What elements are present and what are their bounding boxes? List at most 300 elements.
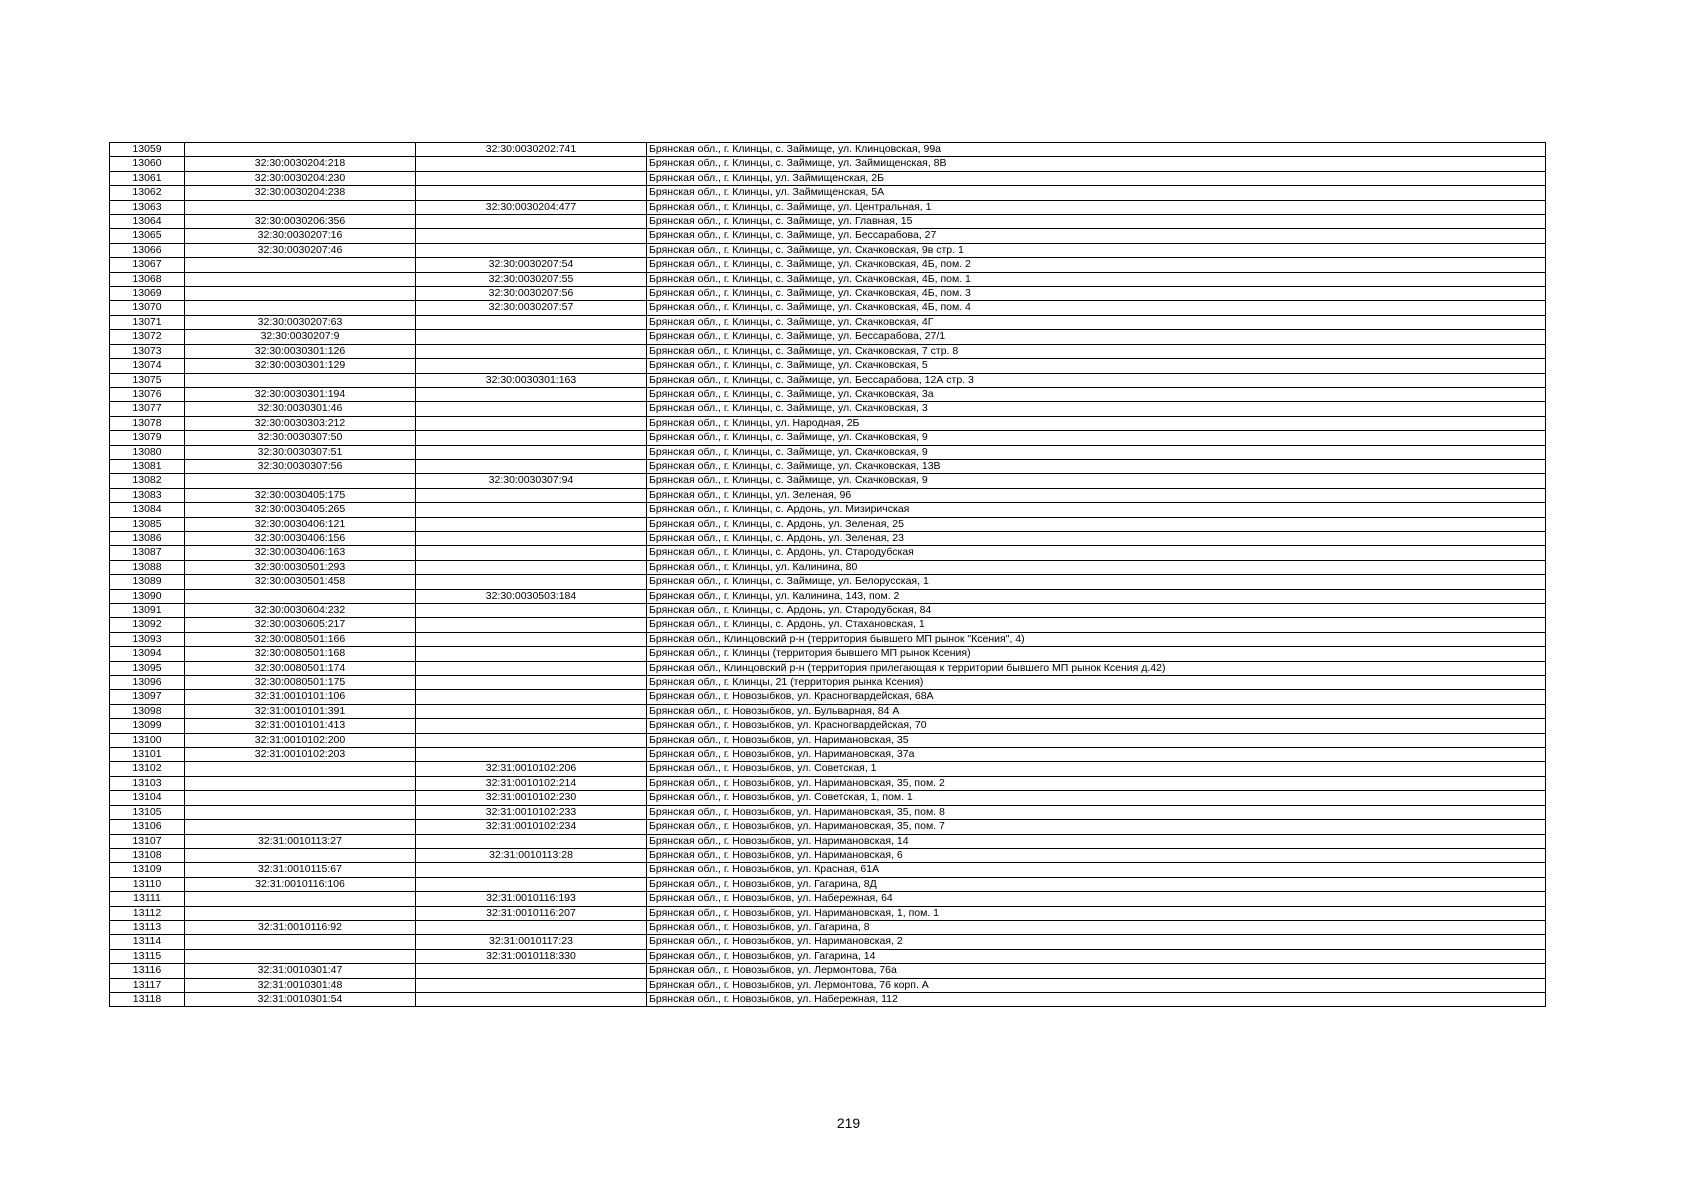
row-number-cell: 13105 xyxy=(110,805,185,819)
row-number-cell: 13100 xyxy=(110,733,185,747)
table-row xyxy=(110,474,1546,488)
table-row xyxy=(110,863,1546,877)
premises-cadastral-cell: 32:30:0030202:741 xyxy=(416,143,647,157)
table-row xyxy=(110,589,1546,603)
premises-cadastral-cell xyxy=(416,215,647,229)
premises-cadastral-cell xyxy=(416,575,647,589)
address-cell: Брянская обл., г. Клинцы, с. Ардонь, ул. Стахановская, 1 xyxy=(647,618,1546,632)
premises-cadastral-cell xyxy=(416,604,647,618)
row-number-cell: 13113 xyxy=(110,920,185,934)
address-cell: Брянская обл., г. Новозыбков, ул. Красная, 61А xyxy=(647,863,1546,877)
premises-cadastral-cell: 32:31:0010102:230 xyxy=(416,791,647,805)
table-row xyxy=(110,604,1546,618)
address-cell: Брянская обл., г. Клинцы, с. Ардонь, ул. Зеленая, 25 xyxy=(647,517,1546,531)
row-number-cell: 13108 xyxy=(110,848,185,862)
land-cadastral-cell: 32:31:0010115:67 xyxy=(185,863,416,877)
address-cell: Брянская обл., г. Клинцы, с. Займище, ул. Главная, 15 xyxy=(647,215,1546,229)
land-cadastral-cell xyxy=(185,906,416,920)
row-number-cell: 13091 xyxy=(110,604,185,618)
premises-cadastral-cell xyxy=(416,488,647,502)
table-row xyxy=(110,964,1546,978)
address-cell: Брянская обл., г. Клинцы, с. Займище, ул. Бессарабова, 12А стр. 3 xyxy=(647,373,1546,387)
row-number-cell: 13118 xyxy=(110,992,185,1006)
table-row xyxy=(110,791,1546,805)
row-number-cell: 13059 xyxy=(110,143,185,157)
row-number-cell: 13110 xyxy=(110,877,185,891)
address-cell: Брянская обл., г. Клинцы, ул. Зеленая, 96 xyxy=(647,488,1546,502)
premises-cadastral-cell xyxy=(416,661,647,675)
land-cadastral-cell: 32:31:0010102:203 xyxy=(185,748,416,762)
premises-cadastral-cell xyxy=(416,445,647,459)
table-row xyxy=(110,272,1546,286)
land-cadastral-cell xyxy=(185,474,416,488)
address-cell: Брянская обл., г. Клинцы, с. Ардонь, ул. Стародубская xyxy=(647,546,1546,560)
land-cadastral-cell: 32:30:0080501:174 xyxy=(185,661,416,675)
land-cadastral-cell: 32:30:0030301:194 xyxy=(185,387,416,401)
land-cadastral-cell xyxy=(185,892,416,906)
table-row xyxy=(110,315,1546,329)
premises-cadastral-cell xyxy=(416,920,647,934)
premises-cadastral-cell: 32:31:0010102:233 xyxy=(416,805,647,819)
land-cadastral-cell: 32:30:0030307:51 xyxy=(185,445,416,459)
address-cell: Брянская обл., г. Клинцы, с. Займище, ул. Скачковская, 4Б, пом. 4 xyxy=(647,301,1546,315)
premises-cadastral-cell: 32:31:0010102:206 xyxy=(416,762,647,776)
address-cell: Брянская обл., г. Клинцы, с. Займище, ул. Скачковская, 9 xyxy=(647,474,1546,488)
row-number-cell: 13103 xyxy=(110,776,185,790)
premises-cadastral-cell xyxy=(416,531,647,545)
table-row xyxy=(110,906,1546,920)
table-row xyxy=(110,762,1546,776)
land-cadastral-cell: 32:30:0030605:217 xyxy=(185,618,416,632)
table-row xyxy=(110,517,1546,531)
table-row xyxy=(110,560,1546,574)
address-cell: Брянская обл., г. Клинцы, с. Займище, ул. Скачковская, 9 xyxy=(647,445,1546,459)
premises-cadastral-cell xyxy=(416,186,647,200)
table-row xyxy=(110,632,1546,646)
premises-cadastral-cell xyxy=(416,330,647,344)
table-row xyxy=(110,373,1546,387)
premises-cadastral-cell xyxy=(416,517,647,531)
address-cell: Брянская обл., г. Новозыбков, ул. Наримановская, 35, пом. 2 xyxy=(647,776,1546,790)
land-cadastral-cell: 32:31:0010116:106 xyxy=(185,877,416,891)
address-cell: Брянская обл., г. Новозыбков, ул. Советская, 1, пом. 1 xyxy=(647,791,1546,805)
land-cadastral-cell: 32:31:0010301:48 xyxy=(185,978,416,992)
premises-cadastral-cell xyxy=(416,834,647,848)
table-row xyxy=(110,243,1546,257)
land-cadastral-cell xyxy=(185,287,416,301)
address-cell: Брянская обл., г. Новозыбков, ул. Наримановская, 35, пом. 8 xyxy=(647,805,1546,819)
premises-cadastral-cell xyxy=(416,863,647,877)
address-cell: Брянская обл., г. Новозыбков, ул. Лермонтова, 76а xyxy=(647,964,1546,978)
address-cell: Брянская обл., г. Клинцы, с. Ардонь, ул. Стародубская, 84 xyxy=(647,604,1546,618)
row-number-cell: 13076 xyxy=(110,387,185,401)
land-cadastral-cell: 32:30:0030406:163 xyxy=(185,546,416,560)
land-cadastral-cell: 32:30:0030301:126 xyxy=(185,344,416,358)
row-number-cell: 13114 xyxy=(110,935,185,949)
premises-cadastral-cell xyxy=(416,719,647,733)
address-cell: Брянская обл., г. Новозыбков, ул. Лермонтова, 76 корп. А xyxy=(647,978,1546,992)
premises-cadastral-cell: 32:31:0010117:23 xyxy=(416,935,647,949)
table-row xyxy=(110,920,1546,934)
row-number-cell: 13069 xyxy=(110,287,185,301)
land-cadastral-cell: 32:30:0030207:63 xyxy=(185,315,416,329)
table-row xyxy=(110,748,1546,762)
land-cadastral-cell xyxy=(185,200,416,214)
address-cell: Брянская обл., г. Клинцы, с. Займище, ул. Бессарабова, 27 xyxy=(647,229,1546,243)
land-cadastral-cell: 32:30:0030206:356 xyxy=(185,215,416,229)
table-row xyxy=(110,287,1546,301)
row-number-cell: 13104 xyxy=(110,791,185,805)
row-number-cell: 13060 xyxy=(110,157,185,171)
address-cell: Брянская обл., г. Клинцы, с. Займище, ул. Скачковская, 7 стр. 8 xyxy=(647,344,1546,358)
land-cadastral-cell: 32:30:0030501:293 xyxy=(185,560,416,574)
row-number-cell: 13117 xyxy=(110,978,185,992)
land-cadastral-cell: 32:30:0080501:175 xyxy=(185,676,416,690)
table-row xyxy=(110,387,1546,401)
premises-cadastral-cell xyxy=(416,359,647,373)
table-row xyxy=(110,776,1546,790)
row-number-cell: 13096 xyxy=(110,676,185,690)
row-number-cell: 13097 xyxy=(110,690,185,704)
premises-cadastral-cell xyxy=(416,632,647,646)
row-number-cell: 13082 xyxy=(110,474,185,488)
row-number-cell: 13109 xyxy=(110,863,185,877)
address-cell: Брянская обл., г. Новозыбков, ул. Красногвардейская, 68А xyxy=(647,690,1546,704)
row-number-cell: 13066 xyxy=(110,243,185,257)
premises-cadastral-cell: 32:31:0010118:330 xyxy=(416,949,647,963)
table-row xyxy=(110,546,1546,560)
land-cadastral-cell: 32:31:0010301:54 xyxy=(185,992,416,1006)
land-cadastral-cell xyxy=(185,143,416,157)
premises-cadastral-cell xyxy=(416,402,647,416)
row-number-cell: 13107 xyxy=(110,834,185,848)
registry-table-body xyxy=(110,143,1546,1007)
address-cell: Брянская обл., г. Новозыбков, ул. Наримановская, 14 xyxy=(647,834,1546,848)
address-cell: Брянская обл., г. Новозыбков, ул. Наримановская, 35, пом. 7 xyxy=(647,820,1546,834)
land-cadastral-cell xyxy=(185,589,416,603)
land-cadastral-cell: 32:31:0010301:47 xyxy=(185,964,416,978)
premises-cadastral-cell xyxy=(416,431,647,445)
table-row xyxy=(110,848,1546,862)
land-cadastral-cell xyxy=(185,762,416,776)
address-cell: Брянская обл., г. Клинцы (территория бывшего МП рынок Ксения) xyxy=(647,647,1546,661)
row-number-cell: 13083 xyxy=(110,488,185,502)
premises-cadastral-cell: 32:30:0030204:477 xyxy=(416,200,647,214)
premises-cadastral-cell xyxy=(416,315,647,329)
table-row xyxy=(110,171,1546,185)
registry-table xyxy=(109,142,1546,1007)
land-cadastral-cell: 32:31:0010113:27 xyxy=(185,834,416,848)
table-row xyxy=(110,892,1546,906)
premises-cadastral-cell xyxy=(416,344,647,358)
address-cell: Брянская обл., г. Клинцы, с. Займище, ул. Скачковская, 4Б, пом. 3 xyxy=(647,287,1546,301)
land-cadastral-cell xyxy=(185,820,416,834)
row-number-cell: 13075 xyxy=(110,373,185,387)
table-row xyxy=(110,676,1546,690)
row-number-cell: 13111 xyxy=(110,892,185,906)
address-cell: Брянская обл., г. Клинцы, с. Займище, ул. Белорусская, 1 xyxy=(647,575,1546,589)
address-cell: Брянская обл., г. Новозыбков, ул. Гагарина, 8 xyxy=(647,920,1546,934)
land-cadastral-cell: 32:30:0030405:265 xyxy=(185,503,416,517)
row-number-cell: 13098 xyxy=(110,704,185,718)
row-number-cell: 13061 xyxy=(110,171,185,185)
address-cell: Брянская обл., г. Новозыбков, ул. Красногвардейская, 70 xyxy=(647,719,1546,733)
table-row xyxy=(110,200,1546,214)
address-cell: Брянская обл., г. Клинцы, ул. Калинина, 80 xyxy=(647,560,1546,574)
table-row xyxy=(110,215,1546,229)
row-number-cell: 13115 xyxy=(110,949,185,963)
land-cadastral-cell: 32:30:0030307:50 xyxy=(185,431,416,445)
premises-cadastral-cell: 32:30:0030301:163 xyxy=(416,373,647,387)
address-cell: Брянская обл., г. Новозыбков, ул. Наримановская, 1, пом. 1 xyxy=(647,906,1546,920)
table-row xyxy=(110,186,1546,200)
premises-cadastral-cell: 32:31:0010102:214 xyxy=(416,776,647,790)
table-row xyxy=(110,978,1546,992)
land-cadastral-cell: 32:30:0030207:16 xyxy=(185,229,416,243)
premises-cadastral-cell xyxy=(416,992,647,1006)
address-cell: Брянская обл., г. Клинцы, с. Займище, ул. Скачковская, 4Б, пом. 2 xyxy=(647,258,1546,272)
row-number-cell: 13102 xyxy=(110,762,185,776)
row-number-cell: 13071 xyxy=(110,315,185,329)
address-cell: Брянская обл., г. Клинцы, с. Займище, ул. Скачковская, 9в стр. 1 xyxy=(647,243,1546,257)
row-number-cell: 13067 xyxy=(110,258,185,272)
land-cadastral-cell: 32:30:0030405:175 xyxy=(185,488,416,502)
address-cell: Брянская обл., г. Клинцы, с. Займище, ул. Клинцовская, 99а xyxy=(647,143,1546,157)
premises-cadastral-cell: 32:31:0010116:207 xyxy=(416,906,647,920)
land-cadastral-cell: 32:30:0030303:212 xyxy=(185,416,416,430)
premises-cadastral-cell xyxy=(416,618,647,632)
row-number-cell: 13070 xyxy=(110,301,185,315)
land-cadastral-cell xyxy=(185,301,416,315)
address-cell: Брянская обл., г. Клинцы, с. Займище, ул. Скачковская, 3а xyxy=(647,387,1546,401)
table-row xyxy=(110,719,1546,733)
row-number-cell: 13079 xyxy=(110,431,185,445)
row-number-cell: 13072 xyxy=(110,330,185,344)
land-cadastral-cell xyxy=(185,791,416,805)
premises-cadastral-cell: 32:31:0010113:28 xyxy=(416,848,647,862)
row-number-cell: 13074 xyxy=(110,359,185,373)
address-cell: Брянская обл., г. Клинцы, с. Ардонь, ул. Зеленая, 23 xyxy=(647,531,1546,545)
row-number-cell: 13073 xyxy=(110,344,185,358)
address-cell: Брянская обл., г. Клинцы, 21 (территория рынка Ксения) xyxy=(647,676,1546,690)
address-cell: Брянская обл., г. Новозыбков, ул. Бульварная, 84 А xyxy=(647,704,1546,718)
table-row xyxy=(110,733,1546,747)
address-cell: Брянская обл., Клинцовский р-н (территория прилегающая к территории бывшего МП рынок Ксения д.42) xyxy=(647,661,1546,675)
land-cadastral-cell: 32:30:0030204:238 xyxy=(185,186,416,200)
premises-cadastral-cell xyxy=(416,704,647,718)
address-cell: Брянская обл., г. Клинцы, с. Займище, ул. Скачковская, 5 xyxy=(647,359,1546,373)
premises-cadastral-cell xyxy=(416,503,647,517)
address-cell: Брянская обл., Клинцовский р-н (территория бывшего МП рынок "Ксения", 4) xyxy=(647,632,1546,646)
table-row xyxy=(110,531,1546,545)
row-number-cell: 13084 xyxy=(110,503,185,517)
row-number-cell: 13064 xyxy=(110,215,185,229)
row-number-cell: 13062 xyxy=(110,186,185,200)
land-cadastral-cell xyxy=(185,258,416,272)
table-row xyxy=(110,459,1546,473)
row-number-cell: 13068 xyxy=(110,272,185,286)
table-row xyxy=(110,935,1546,949)
land-cadastral-cell xyxy=(185,272,416,286)
address-cell: Брянская обл., г. Клинцы, ул. Калинина, 143, пом. 2 xyxy=(647,589,1546,603)
row-number-cell: 13116 xyxy=(110,964,185,978)
premises-cadastral-cell xyxy=(416,647,647,661)
land-cadastral-cell: 32:30:0030307:56 xyxy=(185,459,416,473)
address-cell: Брянская обл., г. Новозыбков, ул. Наримановская, 37а xyxy=(647,748,1546,762)
land-cadastral-cell: 32:31:0010101:106 xyxy=(185,690,416,704)
land-cadastral-cell: 32:30:0030604:232 xyxy=(185,604,416,618)
address-cell: Брянская обл., г. Клинцы, ул. Займищенская, 2Б xyxy=(647,171,1546,185)
row-number-cell: 13093 xyxy=(110,632,185,646)
land-cadastral-cell xyxy=(185,776,416,790)
address-cell: Брянская обл., г. Клинцы, с. Займище, ул. Займищенская, 8В xyxy=(647,157,1546,171)
address-cell: Брянская обл., г. Клинцы, с. Займище, ул. Скачковская, 9 xyxy=(647,431,1546,445)
premises-cadastral-cell xyxy=(416,748,647,762)
table-row xyxy=(110,690,1546,704)
row-number-cell: 13101 xyxy=(110,748,185,762)
page-number: 219 xyxy=(836,1115,861,1131)
premises-cadastral-cell xyxy=(416,964,647,978)
table-row xyxy=(110,618,1546,632)
table-row xyxy=(110,344,1546,358)
row-number-cell: 13092 xyxy=(110,618,185,632)
premises-cadastral-cell: 32:30:0030207:55 xyxy=(416,272,647,286)
address-cell: Брянская обл., г. Новозыбков, ул. Гагарина, 14 xyxy=(647,949,1546,963)
row-number-cell: 13078 xyxy=(110,416,185,430)
table-row xyxy=(110,647,1546,661)
land-cadastral-cell: 32:31:0010102:200 xyxy=(185,733,416,747)
row-number-cell: 13099 xyxy=(110,719,185,733)
table-row xyxy=(110,402,1546,416)
row-number-cell: 13065 xyxy=(110,229,185,243)
premises-cadastral-cell xyxy=(416,387,647,401)
premises-cadastral-cell xyxy=(416,459,647,473)
address-cell: Брянская обл., г. Новозыбков, ул. Наримановская, 2 xyxy=(647,935,1546,949)
land-cadastral-cell: 32:30:0030501:458 xyxy=(185,575,416,589)
table-row xyxy=(110,445,1546,459)
premises-cadastral-cell xyxy=(416,243,647,257)
premises-cadastral-cell xyxy=(416,171,647,185)
land-cadastral-cell: 32:31:0010116:92 xyxy=(185,920,416,934)
address-cell: Брянская обл., г. Клинцы, с. Займище, ул. Скачковская, 4Г xyxy=(647,315,1546,329)
address-cell: Брянская обл., г. Новозыбков, ул. Наримановская, 6 xyxy=(647,848,1546,862)
row-number-cell: 13089 xyxy=(110,575,185,589)
premises-cadastral-cell xyxy=(416,733,647,747)
land-cadastral-cell xyxy=(185,848,416,862)
row-number-cell: 13086 xyxy=(110,531,185,545)
premises-cadastral-cell xyxy=(416,978,647,992)
table-row xyxy=(110,820,1546,834)
table-row xyxy=(110,431,1546,445)
premises-cadastral-cell xyxy=(416,229,647,243)
address-cell: Брянская обл., г. Клинцы, с. Займище, ул. Бессарабова, 27/1 xyxy=(647,330,1546,344)
premises-cadastral-cell: 32:30:0030307:94 xyxy=(416,474,647,488)
row-number-cell: 13095 xyxy=(110,661,185,675)
premises-cadastral-cell xyxy=(416,877,647,891)
row-number-cell: 13090 xyxy=(110,589,185,603)
land-cadastral-cell: 32:31:0010101:391 xyxy=(185,704,416,718)
address-cell: Брянская обл., г. Клинцы, с. Займище, ул. Скачковская, 13В xyxy=(647,459,1546,473)
row-number-cell: 13088 xyxy=(110,560,185,574)
row-number-cell: 13112 xyxy=(110,906,185,920)
land-cadastral-cell: 32:30:0030406:121 xyxy=(185,517,416,531)
table-row xyxy=(110,834,1546,848)
land-cadastral-cell: 32:30:0030301:129 xyxy=(185,359,416,373)
row-number-cell: 13080 xyxy=(110,445,185,459)
row-number-cell: 13085 xyxy=(110,517,185,531)
premises-cadastral-cell xyxy=(416,676,647,690)
premises-cadastral-cell xyxy=(416,560,647,574)
land-cadastral-cell xyxy=(185,935,416,949)
premises-cadastral-cell: 32:30:0030207:54 xyxy=(416,258,647,272)
address-cell: Брянская обл., г. Новозыбков, ул. Советская, 1 xyxy=(647,762,1546,776)
row-number-cell: 13063 xyxy=(110,200,185,214)
land-cadastral-cell: 32:30:0080501:168 xyxy=(185,647,416,661)
table-row xyxy=(110,575,1546,589)
premises-cadastral-cell: 32:30:0030207:57 xyxy=(416,301,647,315)
table-row xyxy=(110,330,1546,344)
table-row xyxy=(110,704,1546,718)
table-row xyxy=(110,877,1546,891)
table-row xyxy=(110,301,1546,315)
row-number-cell: 13077 xyxy=(110,402,185,416)
table-row xyxy=(110,805,1546,819)
premises-cadastral-cell xyxy=(416,690,647,704)
premises-cadastral-cell: 32:31:0010116:193 xyxy=(416,892,647,906)
table-row xyxy=(110,503,1546,517)
land-cadastral-cell: 32:30:0030406:156 xyxy=(185,531,416,545)
table-row xyxy=(110,661,1546,675)
table-row xyxy=(110,992,1546,1006)
premises-cadastral-cell xyxy=(416,546,647,560)
land-cadastral-cell: 32:31:0010101:413 xyxy=(185,719,416,733)
land-cadastral-cell: 32:30:0080501:166 xyxy=(185,632,416,646)
address-cell: Брянская обл., г. Новозыбков, ул. Набережная, 64 xyxy=(647,892,1546,906)
address-cell: Брянская обл., г. Новозыбков, ул. Наримановская, 35 xyxy=(647,733,1546,747)
table-row xyxy=(110,229,1546,243)
table-row xyxy=(110,157,1546,171)
address-cell: Брянская обл., г. Клинцы, с. Займище, ул. Скачковская, 3 xyxy=(647,402,1546,416)
land-cadastral-cell xyxy=(185,805,416,819)
premises-cadastral-cell xyxy=(416,416,647,430)
address-cell: Брянская обл., г. Новозыбков, ул. Набережная, 112 xyxy=(647,992,1546,1006)
row-number-cell: 13106 xyxy=(110,820,185,834)
land-cadastral-cell: 32:30:0030204:230 xyxy=(185,171,416,185)
table-row xyxy=(110,949,1546,963)
land-cadastral-cell: 32:30:0030207:46 xyxy=(185,243,416,257)
table-row xyxy=(110,258,1546,272)
land-cadastral-cell xyxy=(185,949,416,963)
address-cell: Брянская обл., г. Клинцы, ул. Народная, 2Б xyxy=(647,416,1546,430)
table-row xyxy=(110,416,1546,430)
table-row xyxy=(110,143,1546,157)
premises-cadastral-cell xyxy=(416,157,647,171)
row-number-cell: 13081 xyxy=(110,459,185,473)
land-cadastral-cell: 32:30:0030301:46 xyxy=(185,402,416,416)
row-number-cell: 13087 xyxy=(110,546,185,560)
land-cadastral-cell: 32:30:0030207:9 xyxy=(185,330,416,344)
premises-cadastral-cell: 32:30:0030207:56 xyxy=(416,287,647,301)
address-cell: Брянская обл., г. Новозыбков, ул. Гагарина, 8Д xyxy=(647,877,1546,891)
address-cell: Брянская обл., г. Клинцы, с. Займище, ул. Центральная, 1 xyxy=(647,200,1546,214)
table-row xyxy=(110,488,1546,502)
land-cadastral-cell xyxy=(185,373,416,387)
row-number-cell: 13094 xyxy=(110,647,185,661)
land-cadastral-cell: 32:30:0030204:218 xyxy=(185,157,416,171)
address-cell: Брянская обл., г. Клинцы, с. Займище, ул. Скачковская, 4Б, пом. 1 xyxy=(647,272,1546,286)
table-row xyxy=(110,359,1546,373)
address-cell: Брянская обл., г. Клинцы, с. Ардонь, ул. Мизиричская xyxy=(647,503,1546,517)
